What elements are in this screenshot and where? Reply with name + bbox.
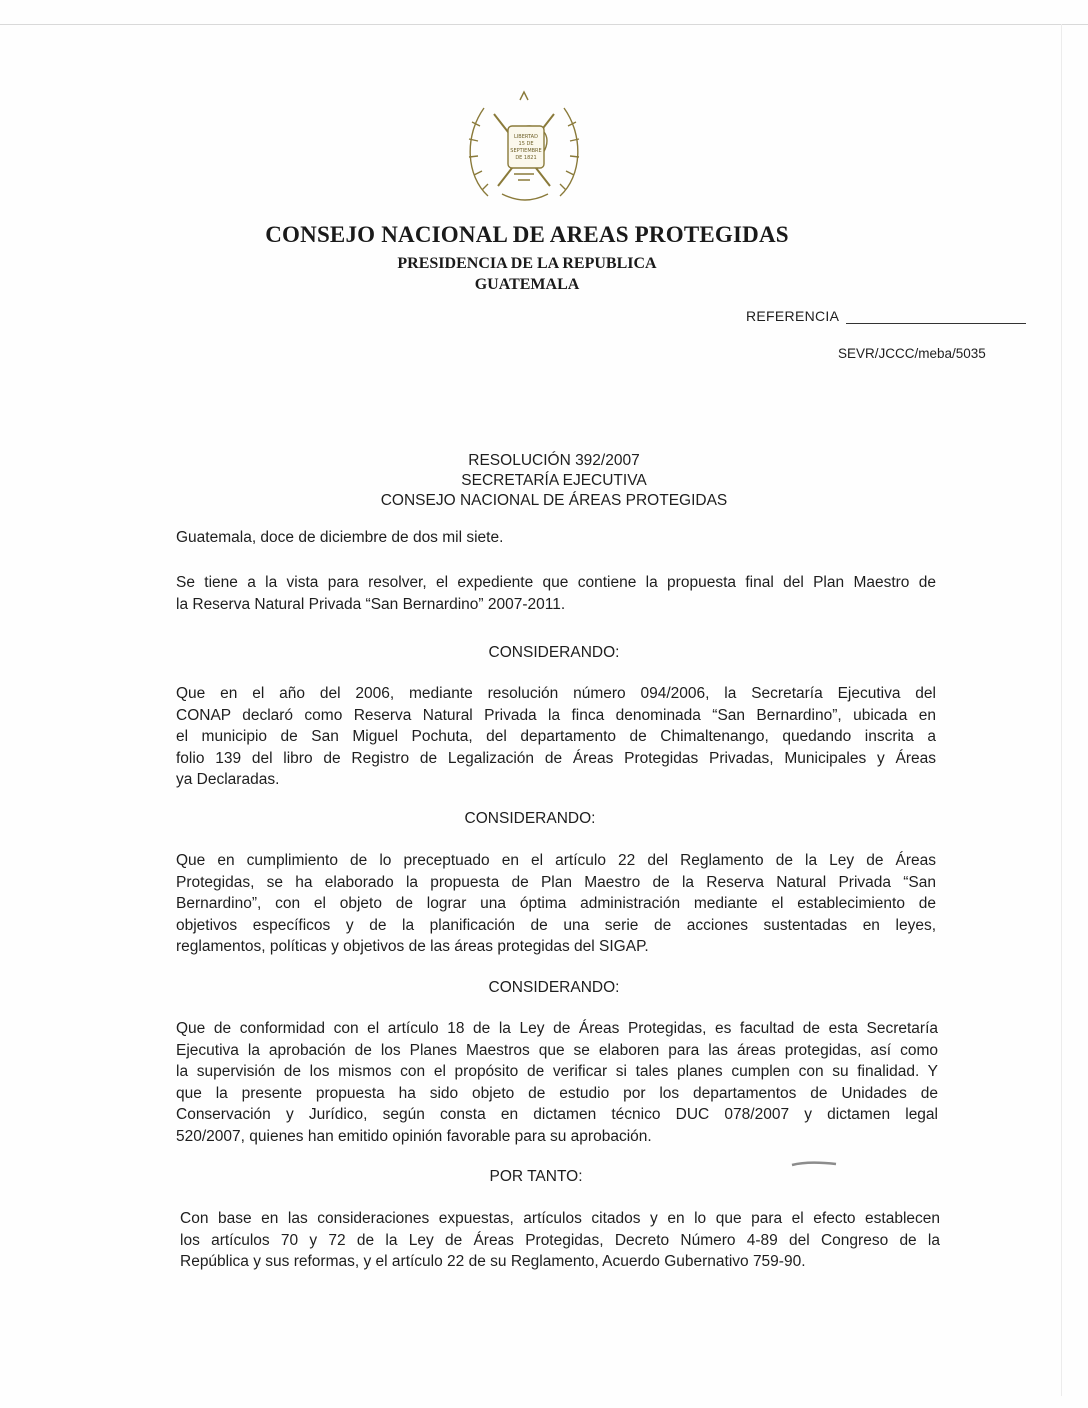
paragraph-line: reglamentos, políticas y objetivos de las áreas protegidas del SIGAP. (176, 938, 649, 955)
date-line: Guatemala, doce de diciembre de dos mil siete. (176, 529, 504, 546)
resolution-number: RESOLUCIÓN 392/2007 (468, 452, 640, 469)
paragraph-line: Se tiene a la vista para resolver, el expediente que contiene la propuesta final del Plan Maestro de (176, 574, 936, 591)
paragraph-line: la Reserva Natural Privada “San Bernardino” 2007-2011. (176, 595, 566, 613)
paragraph-line: Protegidas, se ha elaborado la propuesta de Plan Maestro de la Reserva Natural Privada “San (176, 873, 936, 891)
coat-of-arms-icon (458, 86, 590, 210)
paragraph-line: República y sus reformas, y el artículo 22 de su Reglamento, Acuerdo Gubernativo 759-90. (180, 1253, 806, 1270)
considerando-paragraph-1 (176, 683, 936, 791)
considerando-paragraph-3 (176, 1018, 938, 1147)
resolution-council: CONSEJO NACIONAL DE ÁREAS PROTEGIDAS (380, 492, 728, 509)
paragraph-line: Bernardino”, con el objeto de lograr una óptima administración mediante el establecimiento de (176, 895, 936, 912)
svg-text:15 DE: 15 DE (518, 141, 534, 147)
considerando-heading-2: CONSIDERANDO: (464, 810, 596, 827)
paragraph-line: la supervisión de los mismos con el propósito de verificar si tales planes cumplen con su finalidad. Y (176, 1063, 938, 1080)
organization-country: GUATEMALA (474, 276, 580, 293)
svg-text:DE 1821: DE 1821 (515, 155, 537, 161)
organization-subtitle: PRESIDENCIA DE LA REPUBLICA (397, 255, 657, 272)
svg-text:LIBERTAD: LIBERTAD (514, 134, 538, 140)
organization-title: CONSEJO NACIONAL DE AREAS PROTEGIDAS (265, 222, 789, 247)
paragraph-line: los artículos 70 y 72 de la Ley de Áreas Protegidas, Decreto Número 4-89 del Congreso de la (180, 1231, 940, 1249)
considerando-heading-3: CONSIDERANDO: (488, 979, 620, 996)
por-tanto-paragraph (180, 1208, 940, 1273)
paragraph-line: Que en cumplimiento de lo preceptuado en el artículo 22 del Reglamento de la Ley de Áreas (176, 852, 936, 869)
paragraph-line: folio 139 del libro de Registro de Legalización de Áreas Protegidas Privadas, Municipales y Áreas (176, 749, 936, 767)
svg-text:SEPTIEMBRE: SEPTIEMBRE (510, 148, 542, 154)
paragraph-line: Que en el año del 2006, mediante resolución número 094/2006, la Secretaría Ejecutiva del (176, 685, 936, 702)
paragraph-line: objetivos específicos y de la planificación de una serie de acciones sustentadas en leyes, (176, 916, 936, 934)
reference-label: REFERENCIA (746, 308, 840, 324)
paragraph-line: que la presente propuesta ha sido objeto de estudio por los departamentos de Unidades de (176, 1084, 938, 1102)
considerando-heading-1: CONSIDERANDO: (488, 644, 620, 661)
paragraph-line: Ejecutiva la aprobación de los Planes Maestros que se elaboren para las áreas protegidas, así como (176, 1041, 938, 1059)
considerando-paragraph-2 (176, 850, 936, 958)
reference-line (846, 323, 1026, 324)
intro-paragraph (176, 572, 936, 615)
resolution-office: SECRETARÍA EJECUTIVA (461, 472, 647, 489)
paragraph-line: el municipio de San Miguel Pochuta, del departamento de Chimaltenango, quedando inscrita a (176, 728, 936, 745)
paragraph-line: Que de conformidad con el artículo 18 de la Ley de Áreas Protegidas, es facultad de esta Secretaría (176, 1020, 938, 1037)
paragraph-line: Con base en las consideraciones expuestas, artículos citados y en lo que para el efecto establecen (180, 1210, 940, 1227)
por-tanto-heading: POR TANTO: (489, 1168, 583, 1185)
paragraph-line: 520/2007, quienes han emitido opinión favorable para su aprobación. (176, 1127, 652, 1145)
reference-code: SEVR/JCCC/meba/5035 (838, 346, 986, 361)
page-top-edge (0, 24, 1088, 25)
page-right-edge (1061, 24, 1062, 1396)
paragraph-line: ya Declaradas. (176, 771, 280, 788)
paragraph-line: CONAP declaró como Reserva Natural Privada la finca denominada “San Bernardino”, ubicada en (176, 706, 936, 724)
paragraph-line: Conservación y Jurídico, según consta en dictamen técnico DUC 078/2007 y dictamen legal (176, 1106, 938, 1123)
